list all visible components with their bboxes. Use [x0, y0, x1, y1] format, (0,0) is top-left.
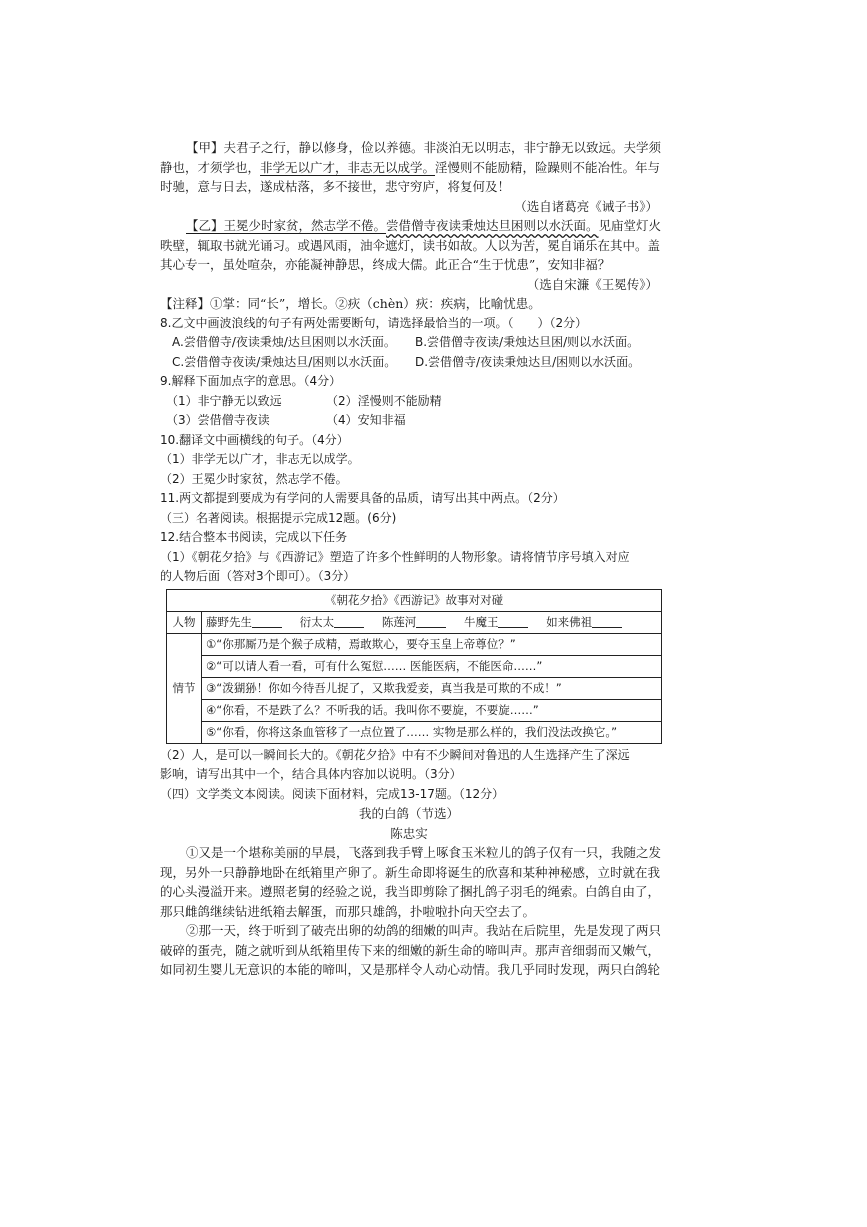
plot-1: ①“你那厮乃是个猴子成精，焉敢欺心，要夺玉皇上帝尊位？” [202, 633, 662, 655]
answer-blank[interactable] [592, 617, 622, 628]
character-3: 陈莲河 [381, 614, 417, 629]
para2-line-3: 如同初生婴儿无意识的本能的啼叫，又是那样令人动心动情。我几乎同时发现，两只白鸽轮 [160, 962, 661, 977]
yi-line-3: 其心专一，虽处喧杂，亦能凝神静思，终成大儒。此正合“生于忧患”，安知非福？ [160, 257, 611, 272]
q9-item-4: （4）安知非福 [326, 413, 406, 427]
answer-blank[interactable] [252, 617, 282, 628]
exam-page [160, 138, 662, 980]
plot-5: ⑤“你看，你将这条血管移了一点位置了…… 实物是那么样的，我们没法改换它。” [202, 721, 662, 743]
character-5: 如来佛祖 [546, 614, 593, 629]
question-stem: 9.解释下面加点字的意思。（4分） [160, 374, 342, 388]
answer-blank[interactable] [334, 617, 364, 628]
yi-line-1 [160, 216, 662, 236]
question-8 [160, 314, 658, 373]
answer-blank[interactable] [416, 617, 446, 628]
para1-line-2: 现，另外一只静静地卧在纸箱里产卵了。新生命即将诞生的欣喜和某种神秘感，立时就在我 [160, 864, 661, 880]
jia-line-3: 时驰，意与日去，遂成枯落，多不接世，悲守穷庐，将复何及！ [160, 179, 511, 194]
table-title: 《朝花夕拾》《西游记》故事对对碰 [167, 589, 662, 611]
underlined-sentence: 非学无以广才，非志无以成学。 [260, 159, 436, 175]
question-9 [160, 372, 658, 431]
option-c[interactable]: C.尝借僧寺夜读/秉烛达旦/困则以水沃面。 [172, 354, 397, 369]
character-4: 牛魔王 [463, 614, 499, 629]
para2-line-1: ②那一天，终于听到了破壳出卵的幼鸽的细嫩的叫声。我站在后院里，先是发现了两只 [186, 923, 662, 938]
option-b[interactable]: B.尝借僧寺夜读/秉烛达旦困/则以水沃面。 [415, 335, 640, 349]
q12-part-2a: （2）人，是可以一瞬间长大的。《朝花夕拾》中有不少瞬间对鲁迅的人生选择产生了深远 [160, 747, 630, 762]
character-2: 衍太太 [299, 614, 335, 629]
yi-text: 见庙堂灯火 [598, 218, 662, 233]
plot-4: ④“你看，不是跌了么？不听我的话。我叫你不要旋，不要旋……” [202, 699, 662, 721]
question-stem: 12.结合整本书阅读，完成以下任务 [160, 530, 348, 544]
passage-jia [160, 138, 662, 216]
jia-source: （选自诸葛亮《诫子书》） [514, 198, 658, 214]
jia-line-2 [160, 158, 661, 178]
question-stem: 8.乙文中画波浪线的句子有两处需要断句，请选择最恰当的一项。（ ）（2分） [160, 315, 588, 330]
q9-item-2: （2）淫慢则不能励精 [326, 393, 442, 408]
option-d[interactable]: D.尝借僧寺/夜读秉烛达旦/困则以水沃面。 [415, 354, 641, 369]
underlined-sentence: 【乙】王冕少时家贫，然志学不倦。 [186, 218, 387, 233]
section-4-heading: （四）文学类文本阅读。阅读下面材料，完成13-17题。（12分） [160, 786, 505, 801]
row-label-plots: 情节 [167, 633, 202, 743]
para1-line-1: ①又是一个堪称美丽的早晨，飞落到我手臂上啄食玉米粒儿的鸽子仅有一只，我随之发 [186, 845, 662, 860]
jia-text: 静也，才须学也， [160, 159, 261, 175]
yi-source: （选自宋濂《王冕传》） [526, 276, 658, 292]
para2-line-2: 破碎的蛋壳，随之就听到从纸箱里传下来的细嫩的新生命的啼叫声。那声音细弱而又嫩气， [160, 942, 661, 958]
story-author: 陈忠实 [390, 825, 428, 841]
wavy-sentence: 尝借僧寺夜读秉烛达旦困则以水沃面。 [386, 218, 599, 233]
passage-yi [160, 216, 662, 294]
plot-2: ②“可以请人看一看，可有什么冤愆…… 医能医病，不能医命……” [202, 655, 662, 677]
question-stem: 10.翻译文中画横线的句子。（4分） [160, 432, 349, 447]
story-title: 我的白鸽（节选） [358, 806, 459, 821]
characters-cell [202, 611, 662, 633]
q10-item-1: （1）非学无以广才，非志无以成学。 [160, 452, 360, 466]
jia-line-1: 【甲】夫君子之行，静以修身，俭以养德。非淡泊无以明志，非宁静无以致远。夫学须 [186, 140, 662, 155]
row-label-characters: 人物 [167, 611, 202, 633]
jia-text: 淫慢则不能励精，险躁则不能冶性。年与 [435, 159, 661, 175]
matching-table [166, 589, 662, 744]
question-11: 11.两文都提到要成为有学问的人需要具备的品质，请写出其中两点。（2分） [160, 491, 565, 505]
options [160, 333, 658, 372]
para1-line-4: 那只雌鸽继续钻进纸箱去解蛋，而那只雄鸽，扑啦啦扑向天空去了。 [160, 903, 536, 919]
plot-3: ③“泼猢狲！你如今待吾儿捉了，又欺我爱妾，真当我是可欺的不成！” [202, 677, 662, 699]
yi-line-2: 昳壁，辄取书就光诵习。或遇风雨，油伞遮灯，读书如故。人以为苦，冕自诵乐在其中。盖 [160, 237, 661, 253]
option-a[interactable]: A.尝借僧寺/夜读秉烛/达旦困则以水沃面。 [172, 335, 396, 349]
q12-part-2b: 影响，请写出其中一个，结合具体内容加以说明。（3分） [160, 767, 462, 781]
story [160, 804, 662, 980]
q9-items [160, 392, 658, 431]
q12-part-1b: 的人物后面（答对3个即可）。（3分） [160, 569, 356, 583]
question-10 [160, 431, 658, 490]
annotation: 【注释】①掌：同“长”，增长。②疢（chèn）疢：疾病，比喻忧患。 [160, 296, 541, 311]
question-12 [160, 528, 658, 785]
answer-blank[interactable] [498, 617, 528, 628]
q9-item-3: （3）尝借僧寺夜读 [166, 413, 270, 427]
q10-item-2: （2）王冕少时家贫，然志学不倦。 [160, 471, 348, 486]
q12-part-1a: （1）《朝花夕拾》与《西游记》塑造了许多个性鲜明的人物形象。请将情节序号填入对应 [160, 549, 630, 564]
para1-line-3: 的心头漫溢开来。遵照老舅的经验之说，我当即剪除了捆扎鸽子羽毛的绳索。白鸽自由了， [160, 884, 661, 899]
section-3-heading: （三）名著阅读。根据提示完成12题。(6分) [160, 510, 397, 525]
character-1: 藤野先生 [206, 614, 252, 629]
q9-item-1: （1）非宁静无以致远 [166, 393, 282, 408]
